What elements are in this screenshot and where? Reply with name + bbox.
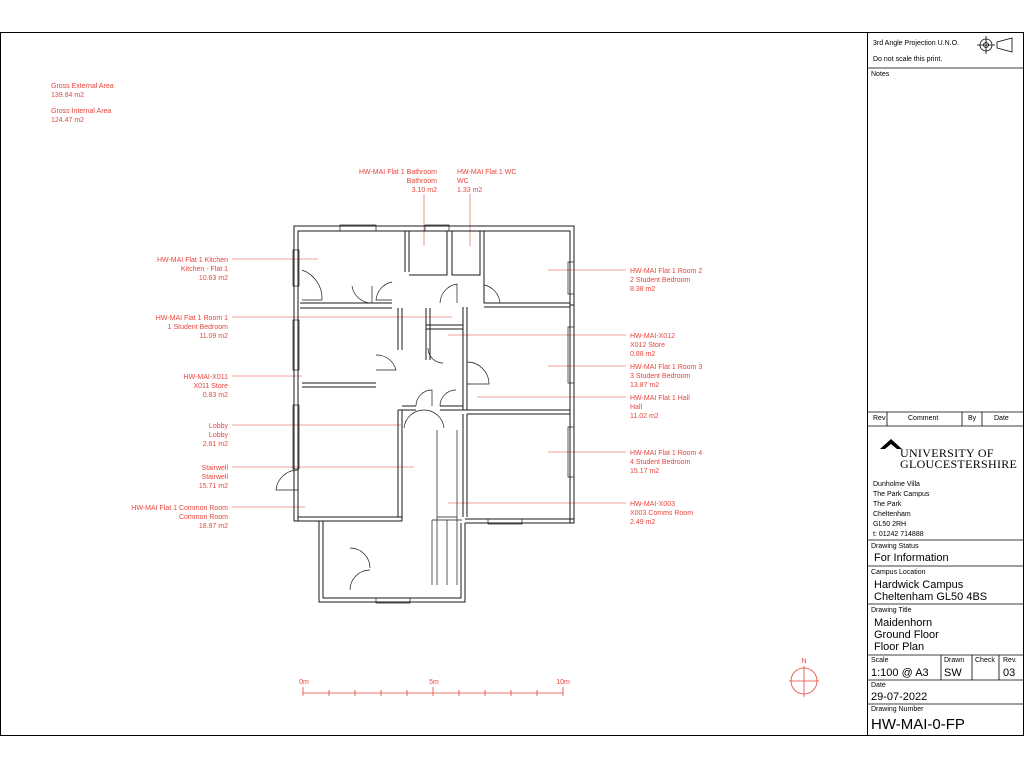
label-line: 2 Student Bedroom bbox=[630, 277, 691, 284]
address-line: Dunholme Villa bbox=[873, 481, 920, 488]
label-line: Bathroom bbox=[406, 178, 437, 185]
partition bbox=[426, 308, 463, 360]
address-line: The Park bbox=[873, 501, 902, 508]
campus-line-2: Cheltenham GL50 4BS bbox=[874, 591, 988, 603]
outer-wall bbox=[465, 519, 574, 523]
door-swing bbox=[440, 284, 457, 303]
label-room-3 bbox=[548, 364, 702, 389]
north-label: N bbox=[801, 658, 807, 665]
projection-note: 3rd Angle Projection U.N.O. bbox=[873, 40, 959, 47]
label-line: X012 Store bbox=[630, 342, 666, 349]
label-line: 3.10 m2 bbox=[411, 187, 437, 194]
annex-wall bbox=[319, 521, 465, 602]
notes-label: Notes bbox=[871, 71, 890, 78]
outer-wall bbox=[294, 517, 402, 521]
label-line: HW-MAI-X003 bbox=[630, 501, 675, 508]
comment-column-header: Comment bbox=[908, 415, 939, 422]
door-swing bbox=[350, 548, 370, 590]
title-line-1: Maidenhorn bbox=[874, 617, 933, 629]
label-line: 13.87 m2 bbox=[630, 382, 660, 389]
scale-mid-label: 5m bbox=[429, 679, 439, 686]
door-swing bbox=[484, 285, 500, 303]
label-line: 0.83 m2 bbox=[202, 392, 228, 399]
label-room-4 bbox=[548, 450, 702, 475]
label-line: HW-MAI-X012 bbox=[630, 333, 675, 340]
stair bbox=[432, 430, 462, 585]
label-line: HW-MAI Flat 1 Hall bbox=[630, 395, 690, 402]
label-x003 bbox=[448, 501, 693, 526]
door-swing bbox=[376, 282, 392, 300]
university-logo-icon bbox=[880, 439, 902, 449]
rev-label: Rev. bbox=[1003, 657, 1017, 664]
label-stairwell bbox=[199, 465, 414, 490]
label-line: HW-MAI Flat 1 Kitchen bbox=[156, 257, 228, 264]
drawing-title-label: Drawing Title bbox=[871, 607, 912, 614]
label-x012 bbox=[448, 333, 675, 358]
address-line: The Park Campus bbox=[873, 491, 930, 498]
gross-internal-value: 124.47 m2 bbox=[51, 117, 85, 124]
date-value: 29-07-2022 bbox=[871, 691, 928, 703]
label-wc bbox=[457, 169, 516, 246]
label-line: 11.02 m2 bbox=[630, 413, 659, 420]
label-line: HW-MAI Flat 1 WC bbox=[457, 169, 517, 176]
by-column-header: By bbox=[968, 415, 977, 422]
window bbox=[568, 262, 574, 294]
scale-ticks bbox=[303, 687, 563, 696]
label-line: X011 Store bbox=[193, 383, 228, 390]
label-line: Lobby bbox=[208, 423, 228, 430]
campus-location-label: Campus Location bbox=[871, 569, 926, 576]
drawn-value: SW bbox=[944, 667, 962, 679]
floor-plan bbox=[276, 225, 574, 603]
door-swing bbox=[376, 355, 396, 370]
partition bbox=[463, 414, 467, 517]
label-line: 3 Student Bedroom bbox=[630, 373, 691, 380]
door-swing bbox=[416, 390, 432, 406]
door-swing bbox=[352, 286, 372, 303]
drawn-label: Drawn bbox=[944, 657, 965, 664]
scale-bar bbox=[299, 679, 570, 696]
scale-start-label: 0m bbox=[299, 679, 309, 686]
address-line: GL50 2RH bbox=[873, 521, 907, 528]
partition bbox=[405, 231, 409, 272]
check-label: Check bbox=[975, 657, 995, 664]
label-line: Hall bbox=[630, 404, 643, 411]
label-line: HW-MAI Flat 1 Room 1 bbox=[155, 315, 228, 322]
date-label: Date bbox=[871, 682, 886, 689]
address-block bbox=[873, 480, 929, 540]
university-line-2: GLOUCESTERSHIRE bbox=[900, 457, 1018, 471]
label-line: 4 Student Bedroom bbox=[630, 459, 691, 466]
partition bbox=[398, 308, 402, 517]
door-swing bbox=[302, 270, 322, 300]
partition bbox=[402, 406, 463, 410]
label-line: HW-MAI Flat 1 Room 2 bbox=[630, 268, 703, 275]
address-line: t: 01242 714888 bbox=[873, 531, 924, 538]
drawing-status-label: Drawing Status bbox=[871, 543, 919, 550]
gross-internal-label: Gross Internal Area bbox=[51, 108, 112, 115]
title-line-3: Floor Plan bbox=[874, 641, 925, 653]
label-room-1 bbox=[156, 315, 452, 340]
label-line: Common Room bbox=[178, 514, 228, 521]
partition bbox=[409, 231, 570, 307]
label-bathroom bbox=[359, 169, 437, 246]
label-line: X003 Comms Room bbox=[630, 510, 694, 517]
area-summary bbox=[51, 83, 114, 124]
sheet-border bbox=[1, 33, 1024, 736]
label-common-room bbox=[131, 505, 305, 530]
door-swing bbox=[276, 470, 298, 490]
university-name bbox=[900, 448, 1017, 470]
label-line: 8.38 m2 bbox=[630, 286, 656, 293]
label-hall bbox=[477, 395, 690, 420]
address-line: Cheltenham bbox=[873, 511, 911, 518]
partition bbox=[300, 303, 392, 308]
label-line: HW-MAI Flat 1 Room 4 bbox=[630, 450, 703, 457]
label-line: 15.17 m2 bbox=[630, 468, 660, 475]
gross-external-label: Gross External Area bbox=[51, 83, 114, 90]
window bbox=[568, 327, 574, 383]
label-room-2 bbox=[548, 268, 702, 293]
rev-value: 03 bbox=[1003, 667, 1016, 679]
rev-column-header: Rev bbox=[873, 415, 886, 422]
scale-value: 1:100 @ A3 bbox=[871, 667, 929, 679]
north-arrow bbox=[789, 658, 819, 697]
label-line: Stairwell bbox=[201, 465, 228, 472]
scale-label: Scale bbox=[871, 657, 889, 664]
label-line: 15.71 m2 bbox=[198, 483, 228, 490]
label-line: 10.63 m2 bbox=[198, 275, 228, 282]
outer-wall bbox=[294, 226, 574, 521]
door-swing bbox=[467, 362, 489, 384]
gross-external-value: 139.84 m2 bbox=[51, 92, 85, 99]
do-not-scale-note: Do not scale this print. bbox=[873, 56, 943, 63]
door-swing bbox=[404, 410, 444, 428]
drawing-status-value: For Information bbox=[874, 552, 949, 564]
date-column-header: Date bbox=[994, 415, 1009, 422]
scale-end-label: 10m bbox=[556, 679, 570, 686]
campus-line-1: Hardwick Campus bbox=[874, 579, 964, 591]
room-labels bbox=[131, 169, 702, 530]
label-line: 1 Student Bedroom bbox=[167, 324, 228, 331]
label-line: Stairwell bbox=[201, 474, 228, 481]
partition bbox=[302, 383, 376, 387]
drawing-number-value: HW-MAI-0-FP bbox=[871, 716, 965, 733]
label-line: 18.97 m2 bbox=[198, 523, 228, 530]
label-lobby bbox=[203, 423, 401, 448]
label-line: 2.61 m2 bbox=[202, 441, 228, 448]
label-line: HW-MAI Flat 1 Room 3 bbox=[630, 364, 703, 371]
label-x011 bbox=[184, 374, 302, 399]
projection-symbol-icon bbox=[977, 36, 1012, 54]
label-line: HW-MAI Flat 1 Bathroom bbox=[358, 169, 437, 176]
label-line: 0.88 m2 bbox=[630, 351, 656, 358]
label-line: 1.33 m2 bbox=[457, 187, 483, 194]
label-line: WC bbox=[457, 178, 469, 185]
label-line: 2.49 m2 bbox=[630, 519, 656, 526]
door-swing bbox=[440, 390, 456, 406]
label-line: Lobby bbox=[208, 432, 228, 439]
label-line: HW-MAI-X011 bbox=[183, 374, 228, 381]
university-line-1: UNIVERSITY OF bbox=[900, 446, 994, 460]
label-line: HW-MAI Flat 1 Common Room bbox=[131, 505, 228, 512]
drawing-number-label: Drawing Number bbox=[871, 706, 924, 713]
label-line: 11.09 m2 bbox=[199, 333, 228, 340]
label-line: Kitchen - Flat 1 bbox=[180, 266, 228, 273]
partition bbox=[463, 307, 570, 414]
title-line-2: Ground Floor bbox=[874, 629, 939, 641]
outer-wall bbox=[570, 305, 574, 523]
